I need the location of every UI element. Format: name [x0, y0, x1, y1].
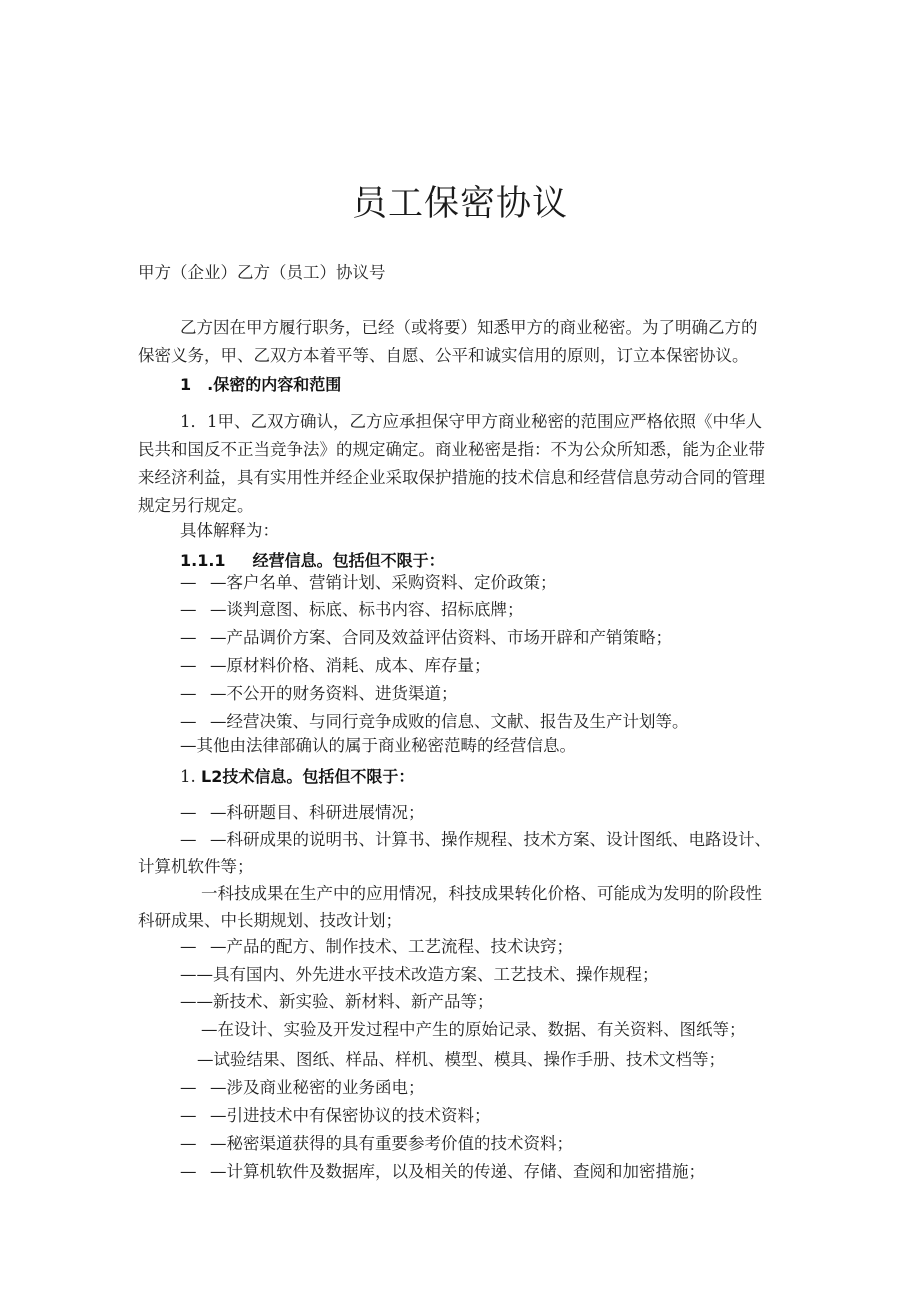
tech-item: —试验结果、图纸、样品、样机、模型、模具、操作手册、技术文档等；: [197, 1050, 725, 1069]
subsection-title: 经营信息。包括但不限于：: [252, 551, 445, 570]
section-1-heading: 1 .保密的内容和范围: [180, 375, 342, 394]
tech-item: — —涉及商业秘密的业务函电；: [180, 1078, 425, 1097]
clause-1-1-line-3: 来经济利益，具有实用性并经企业采取保护措施的技术信息和经营信息劳动合同的管理: [138, 468, 765, 487]
tech-item: 一科技成果在生产中的应用情况，科技成果转化价格、可能成为发明的阶段性: [201, 884, 762, 903]
clause-1-1-line-2: 民共和国反不正当竞争法》的规定确定。商业秘密是指：不为公众所知悉，能为企业带: [138, 440, 765, 459]
business-item: — —不公开的财务资料、进货渠道；: [180, 684, 458, 703]
subsection-1-1-2-heading: [180, 765, 414, 789]
business-item: — —原材料价格、消耗、成本、库存量；: [180, 656, 491, 675]
clause-1-1-line-4: 规定另行规定。: [138, 496, 254, 515]
tech-item: — —秘密渠道获得的具有重要参考价值的技术资料；: [180, 1134, 573, 1153]
subsection-title: L2技术信息。包括但不限于：: [201, 767, 415, 786]
tech-item: — —科研题目、科研进展情况；: [180, 803, 425, 822]
business-other: —其他由法律部确认的属于商业秘密范畴的经营信息。: [180, 736, 576, 755]
tech-item: ——新技术、新实验、新材料、新产品等；: [180, 992, 494, 1011]
tech-item: — —计算机软件及数据库，以及相关的传递、存储、查阅和加密措施；: [180, 1162, 705, 1181]
subsection-prefix: 1.: [180, 767, 201, 786]
subsection-number: 1.1.1: [180, 551, 226, 570]
intro-line-1: 乙方因在甲方履行职务，已经（或将要）知悉甲方的商业秘密。为了明确乙方的: [180, 318, 758, 337]
tech-item: — —引进技术中有保密协议的技术资料；: [180, 1106, 491, 1125]
document-title: 员工保密协议: [351, 184, 568, 224]
clause-1-1-line-1: 1．1甲、乙双方确认，乙方应承担保守甲方商业秘密的范围应严格依照《中华人: [180, 412, 762, 431]
business-item: — —谈判意图、标底、标书内容、招标底牌；: [180, 600, 524, 619]
tech-item: —在设计、实验及开发过程中产生的原始记录、数据、有关资料、图纸等；: [201, 1020, 746, 1039]
business-item: — —产品调价方案、合同及效益评估资料、市场开辟和产销策略；: [180, 628, 672, 647]
subsection-1-1-1-heading: [180, 549, 445, 573]
tech-item-continued: 计算机软件等；: [138, 857, 254, 876]
business-item: — —客户名单、营销计划、采购资料、定价政策；: [180, 573, 557, 592]
parties-line: 甲方（企业）乙方（员工）协议号: [138, 263, 386, 282]
explain-label: 具体解释为：: [180, 521, 279, 540]
tech-item: — —产品的配方、制作技术、工艺流程、技术诀窍；: [180, 937, 573, 956]
tech-item: — —科研成果的说明书、计算书、操作规程、技术方案、设计图纸、电路设计、: [180, 830, 771, 849]
tech-item: ——具有国内、外先进水平技术改造方案、工艺技术、操作规程；: [180, 965, 659, 984]
business-item: — —经营决策、与同行竞争成败的信息、文献、报告及生产计划等。: [180, 712, 689, 731]
intro-line-2: 保密义务，甲、乙双方本着平等、自愿、公平和诚实信用的原则，订立本保密协议。: [138, 346, 749, 365]
tech-item-continued: 科研成果、中长期规划、技改计划；: [138, 911, 402, 930]
